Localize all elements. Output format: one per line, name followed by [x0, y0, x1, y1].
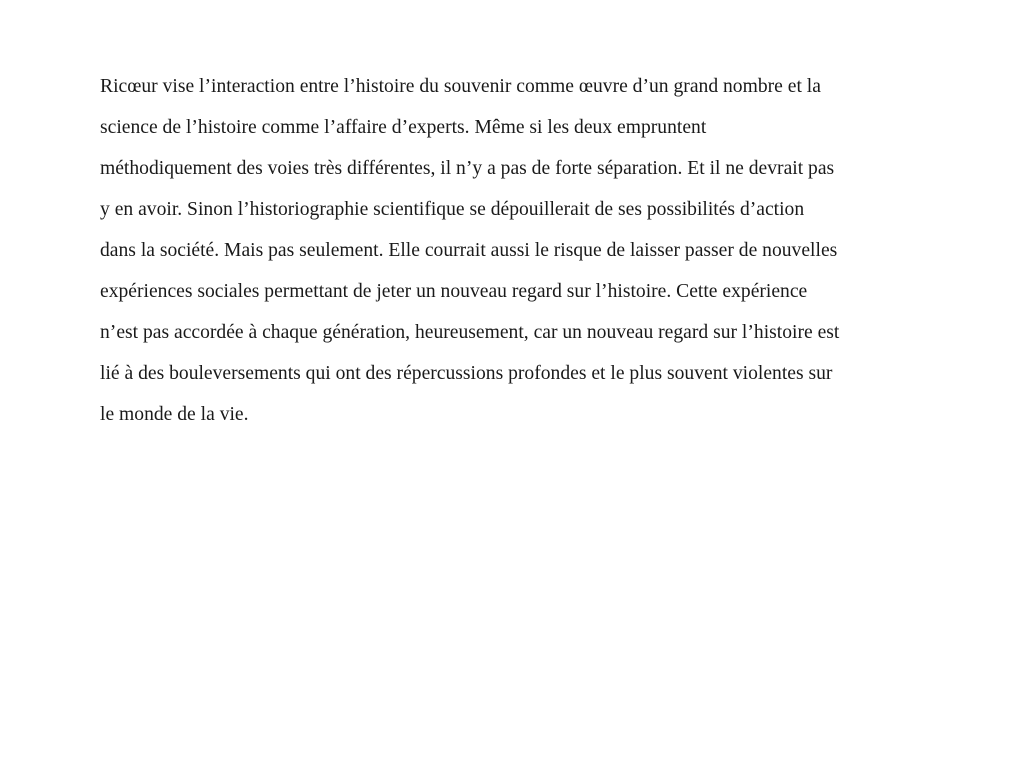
- paragraph-line: Ricœur vise l’interaction entre l’histoire du souvenir comme œuvre d’un grand nombre et la: [100, 76, 821, 97]
- paragraph-line: lié à des bouleversements qui ont des répercussions profondes et le plus souvent violentes sur: [100, 363, 833, 384]
- paragraph-line: n’est pas accordée à chaque génération, heureusement, car un nouveau regard sur l’histoire est: [100, 322, 840, 343]
- paragraph-line: science de l’histoire comme l’affaire d’experts. Même si les deux empruntent: [100, 117, 707, 138]
- paragraph-line: méthodiquement des voies très différentes, il n’y a pas de forte séparation. Et il ne devrait pas: [100, 158, 835, 179]
- paragraph-line: le monde de la vie.: [100, 404, 249, 425]
- paragraph-line: expériences sociales permettant de jeter un nouveau regard sur l’histoire. Cette expérience: [100, 281, 808, 302]
- paragraph-line: y en avoir. Sinon l’historiographie scientifique se dépouillerait de ses possibilités d’action: [100, 199, 805, 220]
- paragraph-line: dans la société. Mais pas seulement. Elle courrait aussi le risque de laisser passer de nouvelles: [100, 240, 838, 261]
- body-paragraph: [100, 66, 970, 435]
